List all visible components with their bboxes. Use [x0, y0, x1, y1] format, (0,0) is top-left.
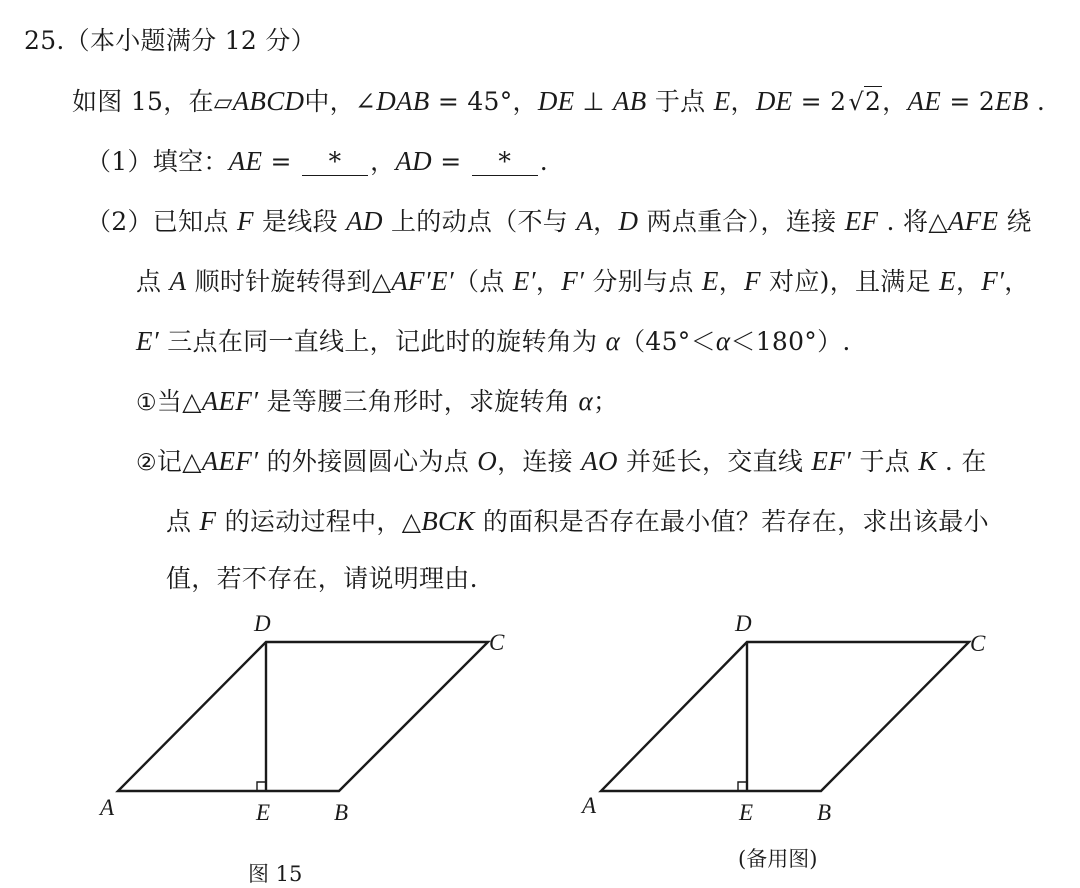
label-a: A	[582, 793, 597, 818]
q2-text: . 将△	[878, 207, 948, 236]
stem-text: = 2	[941, 87, 996, 116]
triangle-aef-prime: AEF′	[201, 386, 259, 416]
q21-text: ；	[592, 387, 619, 416]
parallelogram-icon: ▱	[213, 88, 233, 116]
q2-text: 两点重合），连接	[638, 207, 845, 236]
stem-text: 于点	[646, 87, 714, 116]
label-c: C	[970, 631, 986, 656]
q22-text: 的外接圆圆心为点	[258, 447, 478, 476]
point-o: O	[477, 446, 498, 476]
point-f-prime: F′	[561, 266, 585, 296]
circled-two-icon: ②	[136, 450, 157, 476]
parallelogram-figure-1	[118, 642, 488, 791]
q21-text: 是等腰三角形时，求旋转角	[258, 387, 579, 416]
segment-de: DE	[755, 86, 793, 116]
label-a: A	[100, 795, 115, 820]
point-a: A	[169, 266, 187, 296]
triangle-aef-prime: AEF′	[201, 446, 259, 476]
stem-text: ，	[730, 87, 756, 116]
q1-prefix: （1）填空：	[86, 147, 229, 176]
segment-eb: EB	[995, 86, 1029, 116]
equals: =	[262, 147, 301, 176]
label-b: B	[817, 800, 832, 825]
alpha-symbol: α	[605, 326, 621, 356]
point-e: E	[939, 266, 956, 296]
stem-text: .	[1028, 87, 1046, 116]
q2-text: ，	[955, 267, 982, 296]
segment-ae: AE	[907, 86, 942, 116]
equals: =	[431, 147, 470, 176]
stem-text: = 2	[792, 87, 847, 116]
q2-text: 三点在同一直线上，记此时的旋转角为	[159, 327, 606, 356]
point-e-prime: E′	[136, 326, 159, 356]
label-e: E	[256, 800, 271, 825]
q22-text: 记△	[156, 447, 202, 476]
q22-text: 值，若不存在，请说明理由.	[166, 564, 478, 593]
perp-symbol: ⊥	[574, 87, 614, 116]
q22-text: 于点	[851, 447, 919, 476]
q2-text: （点	[454, 267, 513, 296]
point-k: K	[918, 446, 937, 476]
segment-de: DE	[537, 86, 575, 116]
stem-text: 中，∠	[304, 87, 377, 116]
figure-caption-15: 图 15	[248, 862, 303, 886]
triangle-afe: AFE	[947, 206, 999, 236]
parallelogram-abcd	[601, 642, 969, 791]
line-ef-prime: EF′	[811, 446, 852, 476]
q2-text: ，	[535, 267, 562, 296]
point-d: D	[618, 206, 639, 236]
stem-text: = 45°，	[429, 87, 538, 116]
triangle-af-e-prime: AF′E′	[391, 266, 455, 296]
segment-ao: AO	[581, 446, 618, 476]
stem-text: 如图 15，在	[72, 87, 214, 116]
point-f-prime: F′	[981, 266, 1005, 296]
q22-text: 点	[166, 507, 200, 536]
point-a: A	[576, 206, 594, 236]
stem-text: ，	[882, 87, 908, 116]
segment-ad: AD	[346, 206, 383, 236]
label-d: D	[254, 611, 271, 636]
q22-text: 并延长，交直线	[617, 447, 812, 476]
label-d: D	[735, 611, 752, 636]
q21-text: 当△	[156, 387, 202, 416]
triangle-bck: BCK	[421, 506, 475, 536]
answer-blank-ae[interactable]: *	[302, 149, 368, 176]
point-f: F	[199, 506, 217, 536]
point-e: E	[701, 266, 719, 296]
q2-text: 点	[136, 267, 170, 296]
q2-text: 顺时针旋转得到△	[186, 267, 392, 296]
q22-text: . 在	[936, 447, 987, 476]
separator: ，	[370, 147, 396, 176]
q2-text: （45°＜	[620, 327, 716, 356]
q2-text: 上的动点（不与	[382, 207, 577, 236]
sqrt-arg: 2	[864, 87, 882, 116]
answer-blank-ad[interactable]: *	[472, 149, 538, 176]
q2-text: ，	[593, 207, 619, 236]
angle-name: DAB	[376, 86, 430, 116]
segment-ae: AE	[228, 146, 263, 176]
q2-text: ，	[718, 267, 744, 296]
point-e-prime: E′	[512, 266, 536, 296]
q2-text: 绕	[998, 207, 1032, 236]
label-b: B	[334, 800, 349, 825]
segment-ab: AB	[613, 86, 647, 116]
q22-text: ，连接	[497, 447, 582, 476]
q22-text: 的面积是否存在最小值？若存在，求出该最小	[474, 507, 989, 536]
sqrt-icon: √	[848, 88, 864, 116]
q22-text: 的运动过程中，△	[216, 507, 422, 536]
q2-text: （2）已知点	[86, 207, 237, 236]
parallelogram-abcd	[118, 642, 488, 791]
segment-ef: EF	[844, 206, 879, 236]
circled-one-icon: ①	[136, 390, 157, 416]
shape-name: ABCD	[232, 86, 305, 116]
q1-end: .	[539, 147, 548, 176]
figure-caption-backup: (备用图)	[738, 847, 818, 871]
q2-text: 是线段	[253, 207, 347, 236]
right-angle-mark	[738, 782, 747, 791]
right-angle-mark	[257, 782, 266, 791]
alpha-symbol: α	[578, 386, 593, 416]
q2-text: 分别与点	[584, 267, 702, 296]
parallelogram-figure-2	[601, 642, 969, 791]
alpha-symbol: α	[715, 326, 731, 356]
point-e: E	[713, 86, 731, 116]
point-f: F	[744, 266, 761, 296]
q2-text: ＜180°）.	[730, 327, 851, 356]
header-text: 25.（本小题满分 12 分）	[24, 26, 316, 55]
label-e: E	[739, 800, 754, 825]
point-f: F	[236, 206, 254, 236]
segment-ad: AD	[395, 146, 432, 176]
q2-text: 对应)，且满足	[760, 267, 940, 296]
label-c: C	[489, 630, 505, 655]
q2-text: ，	[1004, 267, 1030, 296]
